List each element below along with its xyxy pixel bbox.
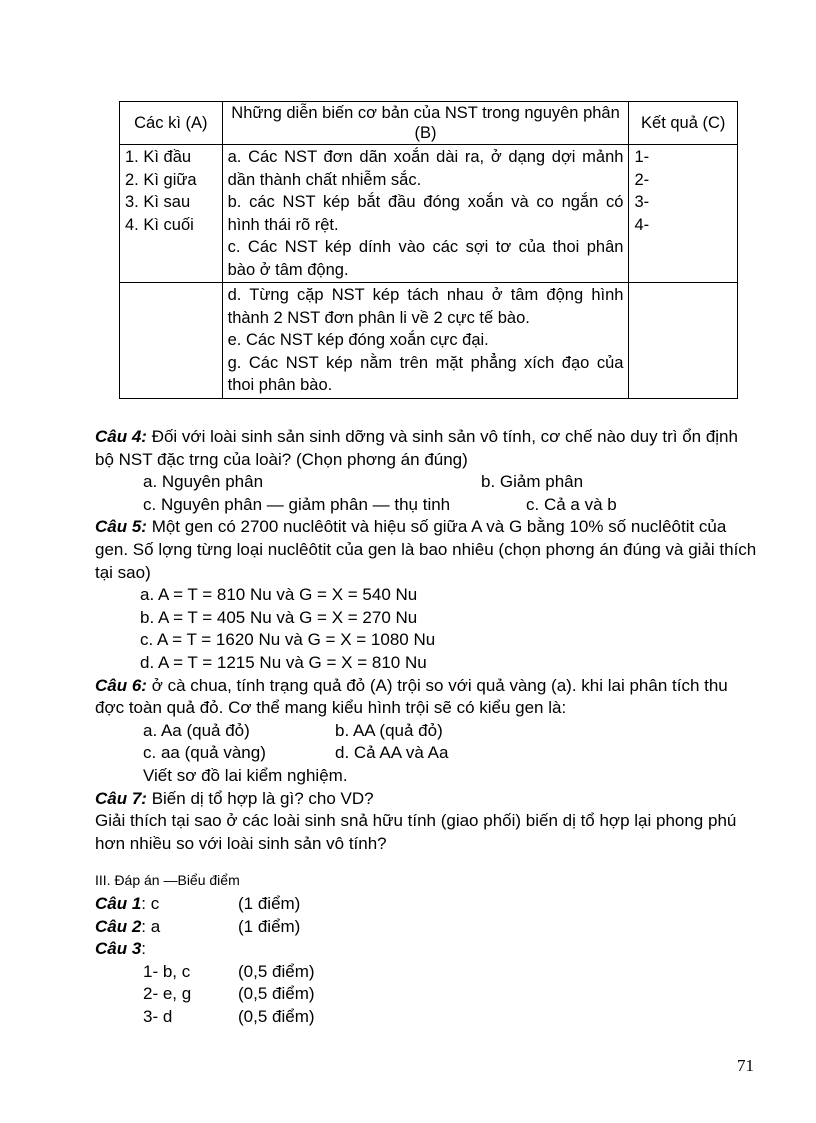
answer-subrow bbox=[95, 983, 495, 1006]
questions-block bbox=[95, 426, 760, 855]
events-list bbox=[222, 145, 629, 283]
option: a. Nguyên phân bbox=[143, 472, 264, 492]
page-number: 71 bbox=[737, 1056, 754, 1075]
header-phase: Các kì (A) bbox=[120, 102, 223, 145]
answer-score: (0,5 điểm) bbox=[238, 1006, 315, 1026]
question-label: Câu 7: bbox=[95, 788, 147, 808]
option: c. aa (quả vàng) bbox=[143, 743, 266, 763]
option-row bbox=[95, 742, 760, 765]
question-4 bbox=[95, 426, 760, 471]
question-label: Câu 4: bbox=[95, 427, 147, 446]
phase-item: 2. Kì giữa bbox=[125, 170, 197, 189]
answer-subkey: 2- e, g bbox=[143, 984, 192, 1004]
event-item: g. Các NST kép nằm trên mặt phẳng xích đạo của thoi phân bào. bbox=[227, 353, 624, 394]
answer-subkey: 3- d bbox=[143, 1006, 173, 1026]
answer-subkey: 1- b, c bbox=[143, 961, 191, 981]
event-item: c. Các NST kép dính vào các sợi tơ của thoi phân bào ở tâm động. bbox=[227, 238, 624, 279]
answer-key bbox=[95, 893, 238, 916]
question-text: Biến dị tổ hợp là gì? cho VD? bbox=[146, 788, 374, 808]
answer-score: (1 điểm) bbox=[238, 894, 301, 913]
event-item: e. Các NST kép đóng xoắn cực đại. bbox=[227, 331, 489, 349]
answer-value: : bbox=[141, 939, 147, 959]
answer-row bbox=[95, 938, 495, 961]
phase-item: 1. Kì đầu bbox=[125, 148, 192, 166]
question-text: ở cà chua, tính trạng quả đỏ (A) trội so với quả vàng (a). khi lai phân tích thu đợc toàn quả đỏ. Cơ thể mang kiểu hình trội sẽ có kiểu gen là: bbox=[95, 675, 728, 718]
question-5 bbox=[95, 516, 760, 584]
option: c. Nguyên phân — giảm phân — thụ tinh bbox=[143, 494, 451, 514]
answer-label: Câu 1 bbox=[95, 894, 142, 913]
answer-score: (1 điểm) bbox=[238, 916, 301, 936]
table-row bbox=[120, 283, 738, 399]
mitosis-stage-table bbox=[119, 101, 738, 399]
phase-list bbox=[120, 145, 223, 283]
result-item: 3- bbox=[634, 193, 650, 211]
answer-subrow bbox=[95, 1006, 495, 1029]
question-6 bbox=[95, 675, 760, 720]
answer-key bbox=[95, 916, 238, 939]
question-7 bbox=[95, 788, 760, 811]
option: b. AA (quả đỏ) bbox=[335, 720, 443, 740]
result-list bbox=[629, 145, 738, 283]
header-events: Những diễn biến cơ bản của NST trong nguyên phân (B) bbox=[222, 102, 629, 145]
answer-value: : a bbox=[141, 916, 161, 936]
option-row bbox=[95, 494, 760, 517]
question-text: Đối với loài sinh sản sinh dỡng và sinh sản vô tính, cơ chế nào duy trì ổn định bộ NST đặc trng của loài? (Chọn phơng án đúng) bbox=[95, 427, 738, 469]
question-text: Một gen có 2700 nuclêôtit và hiệu số giữa A và G bằng 10% số nuclêôtit của gen. Số lợng từng loại nuclêôtit của gen là bao nhiêu (chọn phơng án đúng và giải thích tại sao) bbox=[95, 517, 757, 582]
option: a. Aa (quả đỏ) bbox=[143, 720, 250, 740]
answers-block bbox=[95, 893, 495, 1029]
option: a. A = T = 810 Nu và G = X = 540 Nu bbox=[140, 585, 418, 605]
option: b. A = T = 405 Nu và G = X = 270 Nu bbox=[140, 607, 418, 627]
event-item: a. Các NST đơn dãn xoắn dài ra, ở dạng dợi mảnh dần thành chất nhiễm sắc. bbox=[227, 148, 624, 189]
option-row bbox=[95, 720, 760, 743]
question-label: Câu 5: bbox=[95, 517, 147, 537]
answer-subrow bbox=[95, 961, 495, 984]
question-label: Câu 6: bbox=[95, 675, 147, 695]
empty-cell bbox=[120, 283, 223, 399]
answer-row bbox=[95, 893, 495, 916]
answer-label: Câu 3 bbox=[95, 939, 142, 959]
instruction: Viết sơ đồ lai kiểm nghiệm. bbox=[143, 765, 348, 785]
option: d. A = T = 1215 Nu và G = X = 810 Nu bbox=[140, 652, 427, 672]
option: b. Giảm phân bbox=[481, 472, 584, 492]
answer-score: (0,5 điểm) bbox=[238, 984, 315, 1004]
event-item: d. Từng cặp NST kép tách nhau ở tâm động hình thành 2 NST đơn phân li về 2 cực tế bào. bbox=[227, 286, 624, 327]
option: c. A = T = 1620 Nu và G = X = 1080 Nu bbox=[140, 630, 436, 650]
answer-score: (0,5 điểm) bbox=[238, 961, 315, 981]
empty-cell bbox=[629, 283, 738, 399]
phase-item: 3. Kì sau bbox=[125, 193, 191, 211]
result-item: 4- bbox=[634, 215, 650, 234]
option: c. Cả a và b bbox=[526, 494, 617, 514]
answer-value: : c bbox=[141, 894, 160, 913]
events-list bbox=[222, 283, 629, 399]
answers-heading: III. Đáp án —Biểu điểm bbox=[95, 872, 240, 888]
answer-label: Câu 2 bbox=[95, 916, 142, 936]
table-row bbox=[120, 145, 738, 283]
header-result: Kết quả (C) bbox=[629, 102, 738, 145]
result-item: 2- bbox=[634, 170, 650, 189]
phase-item: 4. Kì cuối bbox=[125, 215, 194, 234]
question-text-continued: Giải thích tại sao ở các loài sinh snả hữu tính (giao phối) biến dị tổ hợp lại phong phú hơn nhiều so với loài sinh sản vô tính? bbox=[95, 811, 737, 853]
table-header-row bbox=[120, 102, 738, 145]
option-row bbox=[95, 471, 760, 494]
option: d. Cả AA và Aa bbox=[335, 743, 449, 763]
event-item: b. các NST kép bắt đầu đóng xoắn và co ngắn có hình thái rõ rệt. bbox=[227, 193, 624, 234]
result-item: 1- bbox=[634, 148, 650, 166]
answer-row bbox=[95, 916, 495, 939]
answer-key bbox=[95, 938, 238, 961]
